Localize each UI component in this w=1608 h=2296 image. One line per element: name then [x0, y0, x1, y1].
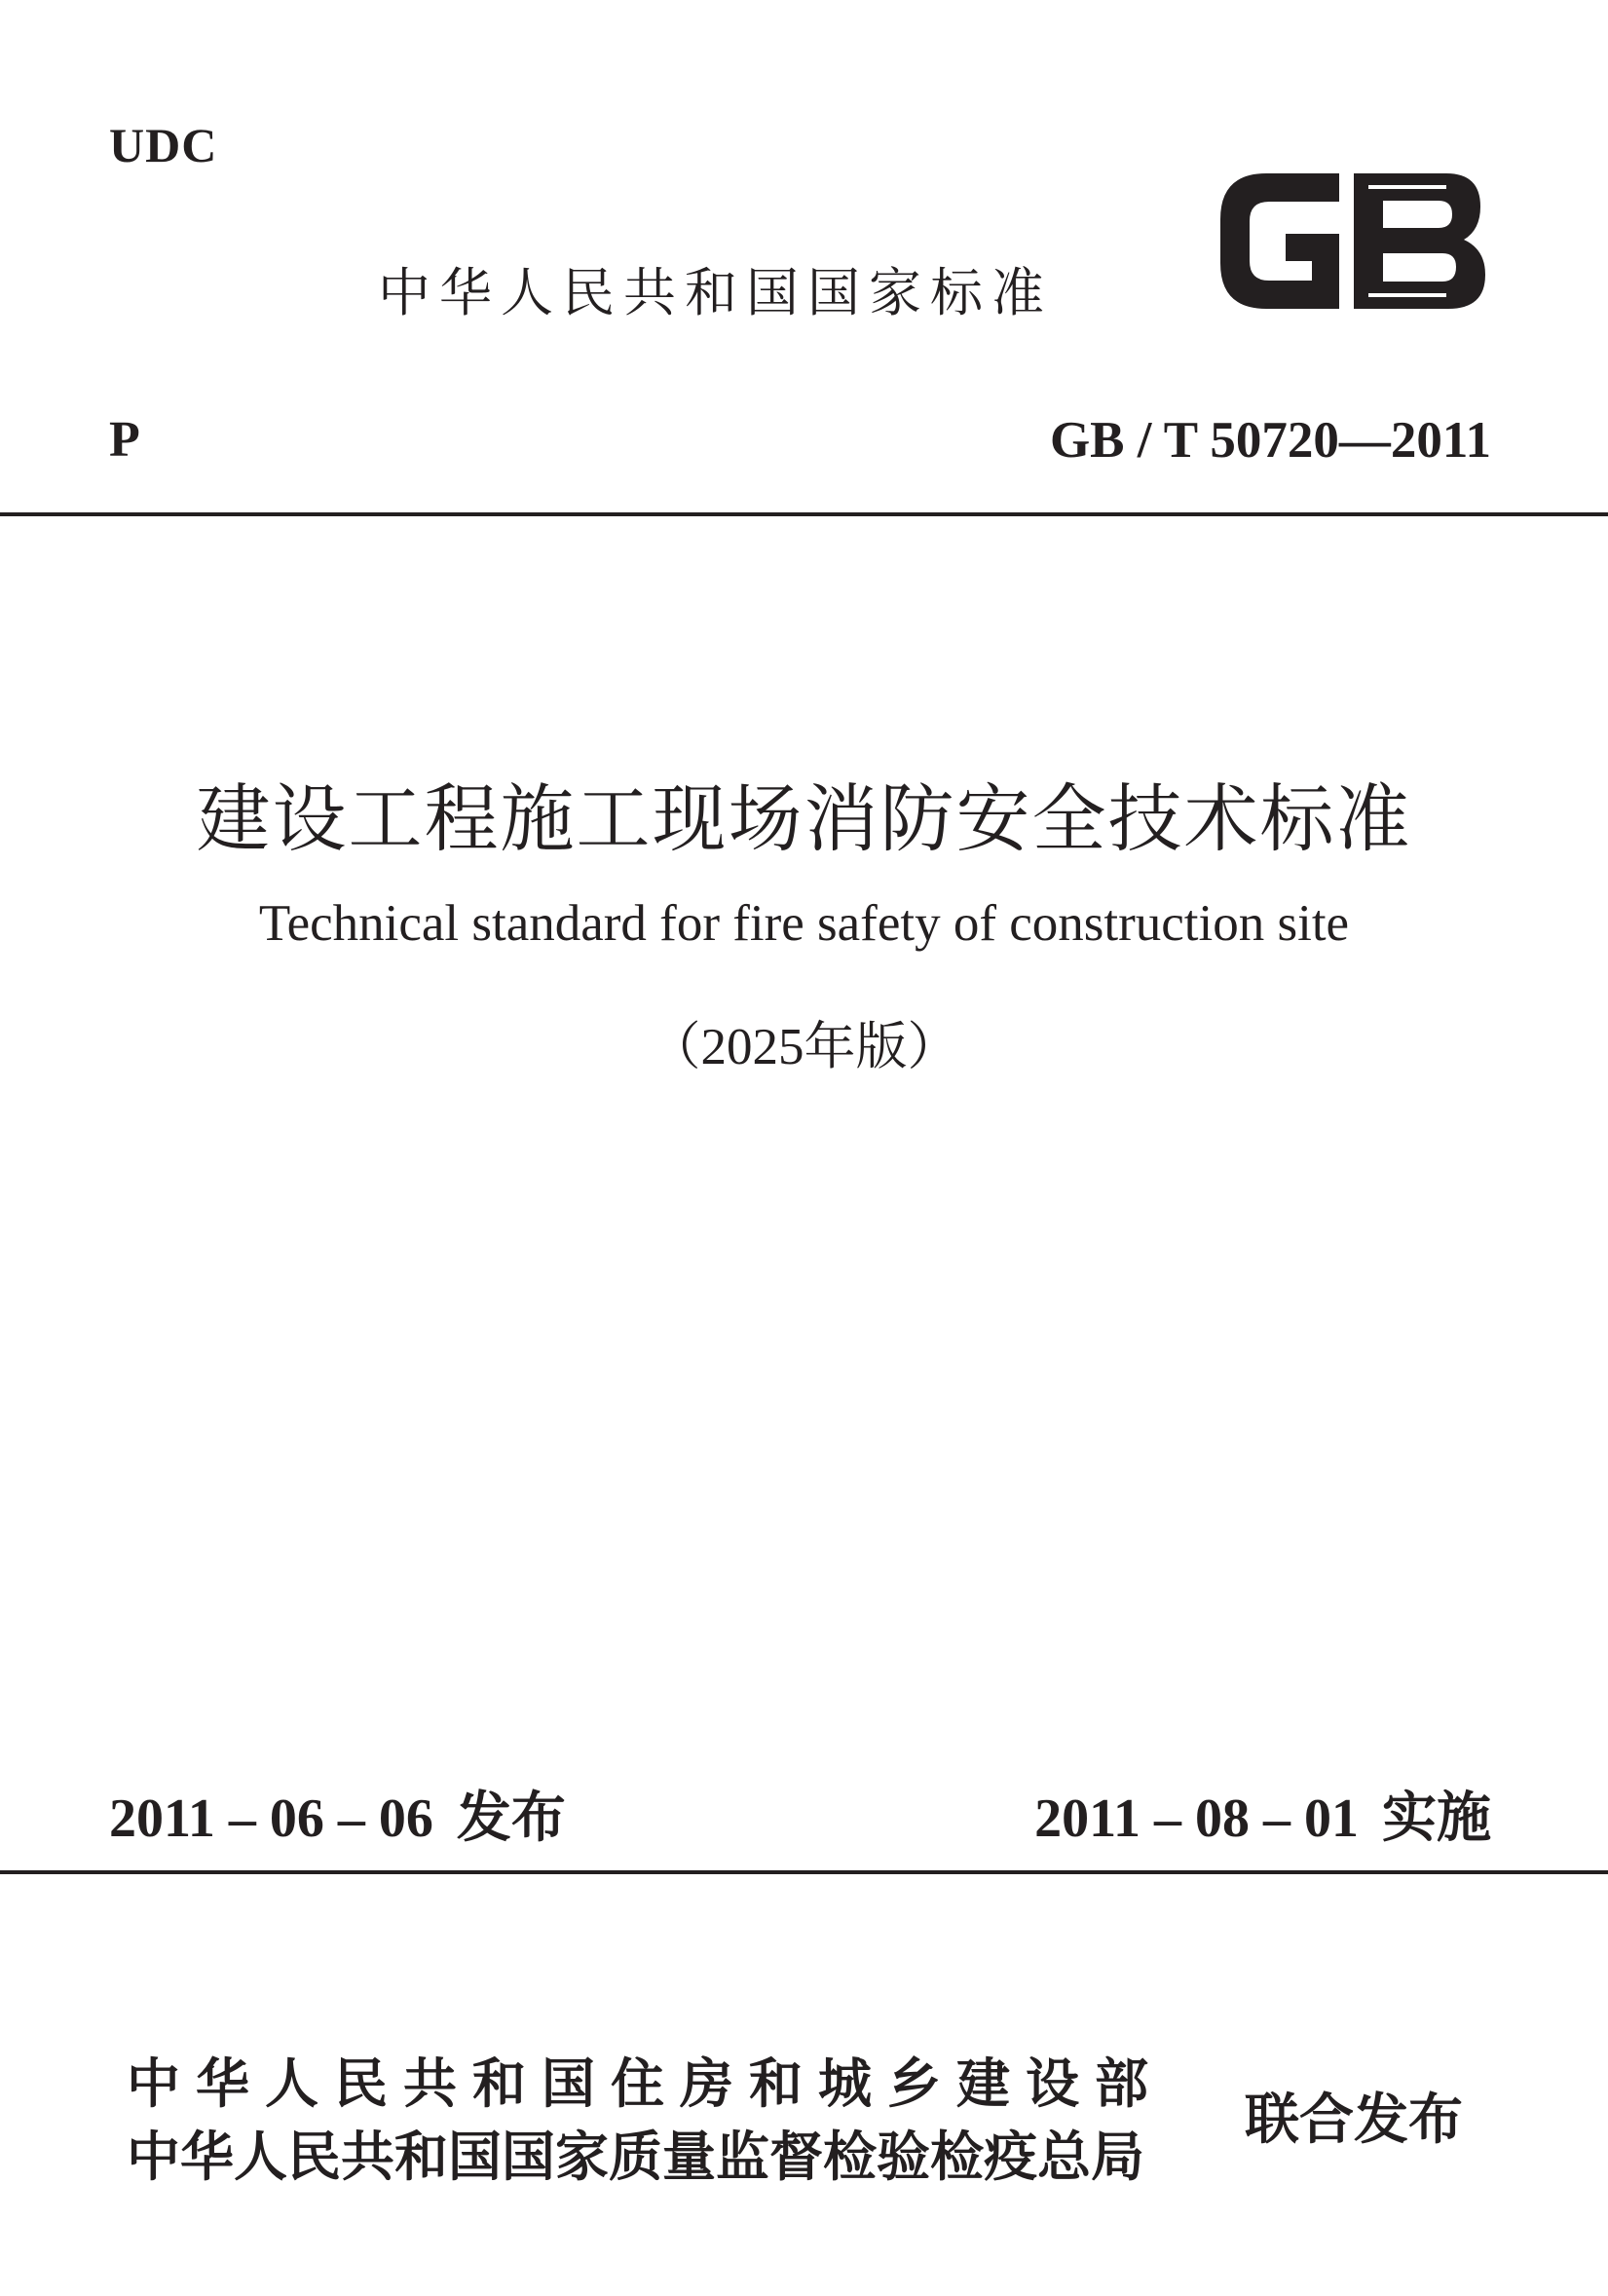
- category-label: P: [109, 412, 140, 468]
- implementation-label: 实施: [1382, 1787, 1491, 1850]
- issue-date-value: 2011 – 06 – 06: [109, 1788, 433, 1849]
- edition-label: （2025年版）: [649, 1019, 959, 1075]
- bottom-divider: [0, 1870, 1608, 1874]
- joint-release-label: 联合发布: [1245, 2089, 1463, 2152]
- implementation-date: [1034, 1775, 1491, 1853]
- standard-code: GB / T 50720—2011: [1049, 412, 1491, 469]
- issue-date: [109, 1775, 566, 1853]
- issuer-aqsiq: 中华人民共和国国家质量监督检验检疫总局: [127, 2126, 1145, 2188]
- issuer-ministry-housing: 中华人民共和国住房和城乡建设部: [127, 2052, 1165, 2115]
- national-standard-heading: 中华人民共和国国家标准: [378, 262, 1053, 323]
- issue-label: 发布: [456, 1787, 566, 1850]
- chinese-title: 建设工程施工现场消防安全技术标准: [196, 779, 1412, 861]
- implementation-date-value: 2011 – 08 – 01: [1034, 1788, 1359, 1849]
- gb-logo-icon: [1213, 166, 1490, 317]
- english-title: Technical standard for fire safety of construction site: [258, 895, 1350, 952]
- udc-label: UDC: [109, 118, 218, 172]
- top-divider: [0, 512, 1608, 516]
